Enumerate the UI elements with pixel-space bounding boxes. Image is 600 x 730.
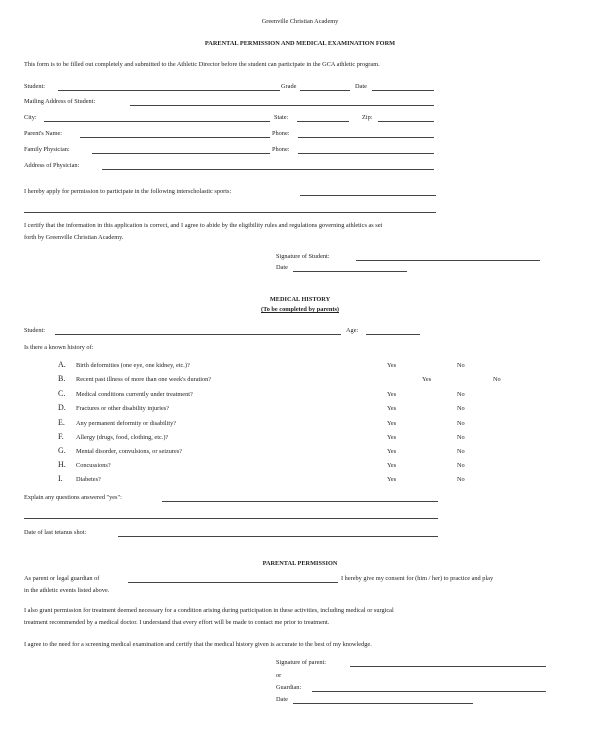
- item-letter: I.: [58, 474, 63, 483]
- no-option[interactable]: No: [457, 391, 465, 398]
- known-history-label: Is there a known history of:: [24, 344, 94, 351]
- no-option[interactable]: No: [457, 362, 465, 369]
- family-physician-label: Family Physician:: [24, 146, 70, 153]
- physician-address-field[interactable]: [102, 169, 434, 170]
- student-field[interactable]: [58, 90, 280, 91]
- no-option[interactable]: No: [457, 420, 465, 427]
- item-text: Medical conditions currently under treatment?: [76, 391, 193, 398]
- signature-student-label: Signature of Student:: [276, 253, 330, 260]
- date-label: Date: [355, 83, 367, 90]
- zip-field[interactable]: [378, 121, 434, 122]
- explain-field[interactable]: [162, 501, 438, 502]
- date-field[interactable]: [372, 90, 434, 91]
- item-letter: B.: [58, 374, 66, 383]
- phone-label: Phone:: [272, 130, 290, 137]
- guardian-field[interactable]: [312, 691, 546, 692]
- no-option[interactable]: No: [457, 476, 465, 483]
- physician-phone-field[interactable]: [298, 153, 434, 154]
- tetanus-label: Date of last tetanus shot:: [24, 529, 87, 536]
- item-letter: D.: [58, 403, 66, 412]
- no-option[interactable]: No: [457, 462, 465, 469]
- certify-line-2: forth by Greenville Christian Academy.: [24, 234, 124, 241]
- item-text: Fractures or other disability injuries?: [76, 405, 170, 412]
- parental-para3: I agree to the need for a screening medical examination and certify that the medical history given is accurate to the best of my knowledge.: [24, 641, 372, 648]
- state-field[interactable]: [297, 121, 349, 122]
- parent-date-label: Date: [276, 696, 288, 703]
- yes-option[interactable]: Yes: [387, 362, 397, 369]
- student-date-label: Date: [276, 264, 288, 271]
- state-label: State:: [274, 114, 289, 121]
- grade-field[interactable]: [300, 90, 350, 91]
- parents-name-field[interactable]: [80, 137, 270, 138]
- yes-option[interactable]: Yes: [387, 420, 397, 427]
- phone-field[interactable]: [298, 137, 434, 138]
- item-text: Mental disorder, convulsions, or seizures?: [76, 448, 183, 455]
- explain-label: Explain any questions answered "yes":: [24, 494, 122, 501]
- medical-student-label: Student:: [24, 327, 45, 334]
- mailing-address-label: Mailing Address of Student:: [24, 98, 96, 105]
- no-option[interactable]: No: [457, 405, 465, 412]
- medical-history-title: MEDICAL HISTORY: [269, 296, 331, 303]
- parents-name-label: Parent's Name:: [24, 130, 63, 137]
- yes-option[interactable]: Yes: [387, 391, 397, 398]
- parent-date-field[interactable]: [293, 703, 473, 704]
- yes-option[interactable]: Yes: [422, 376, 432, 383]
- certify-line-1: I certify that the information in this application is correct, and I agree to abide by the eligibility rules and regulations governing athletics as set: [24, 222, 383, 229]
- item-text: Concussions?: [76, 462, 111, 469]
- sports-field-2[interactable]: [24, 212, 436, 213]
- medical-history-subtitle: (To be completed by parents): [260, 306, 339, 313]
- school-name: Greenville Christian Academy: [261, 18, 339, 25]
- student-label: Student:: [24, 83, 45, 90]
- item-letter: G.: [58, 446, 66, 455]
- parental-para2-line-2: treatment recommended by a medical doctor. I understand that every effort will be made to contact me prior to treatment.: [24, 619, 330, 626]
- item-text: Recent past illness of more than one week's duration?: [76, 376, 212, 383]
- item-letter: A.: [58, 360, 66, 369]
- item-text: Diabetes?: [76, 476, 101, 483]
- explain-field-2[interactable]: [24, 518, 438, 519]
- physician-phone-label: Phone:: [272, 146, 290, 153]
- signature-parent-label: Signature of parent:: [276, 659, 327, 666]
- apply-text: I hereby apply for permission to participate in the following interscholastic sports:: [24, 188, 232, 195]
- parental-para2-line-1: I also grant permission for treatment deemed necessary for a condition arising during participation in these activities, including medical or surgical: [24, 607, 394, 614]
- student-date-field[interactable]: [293, 271, 407, 272]
- medical-student-field[interactable]: [55, 334, 341, 335]
- intro-text: This form is to be filled out completely and submitted to the Athletic Director before the student can participate in the GCA athletic program.: [24, 61, 380, 68]
- yes-option[interactable]: Yes: [387, 476, 397, 483]
- age-label: Age:: [346, 327, 359, 334]
- item-letter: C.: [58, 389, 66, 398]
- family-physician-field[interactable]: [92, 153, 270, 154]
- parental-line-1b: I hereby give my consent for (him / her) to practice and play: [341, 575, 494, 582]
- signature-parent-field[interactable]: [350, 666, 546, 667]
- signature-student-field[interactable]: [356, 260, 540, 261]
- item-letter: F.: [58, 432, 64, 441]
- sports-field[interactable]: [300, 195, 436, 196]
- item-letter: H.: [58, 460, 66, 469]
- guardian-label: Guardian:: [276, 684, 302, 691]
- child-name-field[interactable]: [128, 582, 338, 583]
- or-label: or: [276, 672, 282, 679]
- form-title: PARENTAL PERMISSION AND MEDICAL EXAMINATION FORM: [204, 40, 396, 47]
- item-letter: E.: [58, 418, 65, 427]
- city-field[interactable]: [44, 121, 270, 122]
- yes-option[interactable]: Yes: [387, 434, 397, 441]
- tetanus-field[interactable]: [118, 536, 438, 537]
- yes-option[interactable]: Yes: [387, 462, 397, 469]
- item-text: Birth deformities (one eye, one kidney, etc.)?: [76, 362, 190, 369]
- grade-label: Grade: [281, 83, 297, 90]
- physician-address-label: Address of Physician:: [24, 162, 80, 169]
- item-text: Allergy (drugs, food, clothing, etc.)?: [76, 434, 169, 441]
- parental-permission-title: PARENTAL PERMISSION: [262, 560, 338, 567]
- no-option[interactable]: No: [493, 376, 501, 383]
- parental-line-1c: in the athletic events listed above.: [24, 587, 110, 594]
- age-field[interactable]: [366, 334, 420, 335]
- no-option[interactable]: No: [457, 448, 465, 455]
- no-option[interactable]: No: [457, 434, 465, 441]
- item-text: Any permanent deformity or disability?: [76, 420, 177, 427]
- yes-option[interactable]: Yes: [387, 405, 397, 412]
- zip-label: Zip:: [362, 114, 373, 121]
- parental-line-1a: As parent or legal guardian of: [24, 575, 100, 582]
- yes-option[interactable]: Yes: [387, 448, 397, 455]
- city-label: City:: [24, 114, 37, 121]
- mailing-address-field[interactable]: [130, 105, 434, 106]
